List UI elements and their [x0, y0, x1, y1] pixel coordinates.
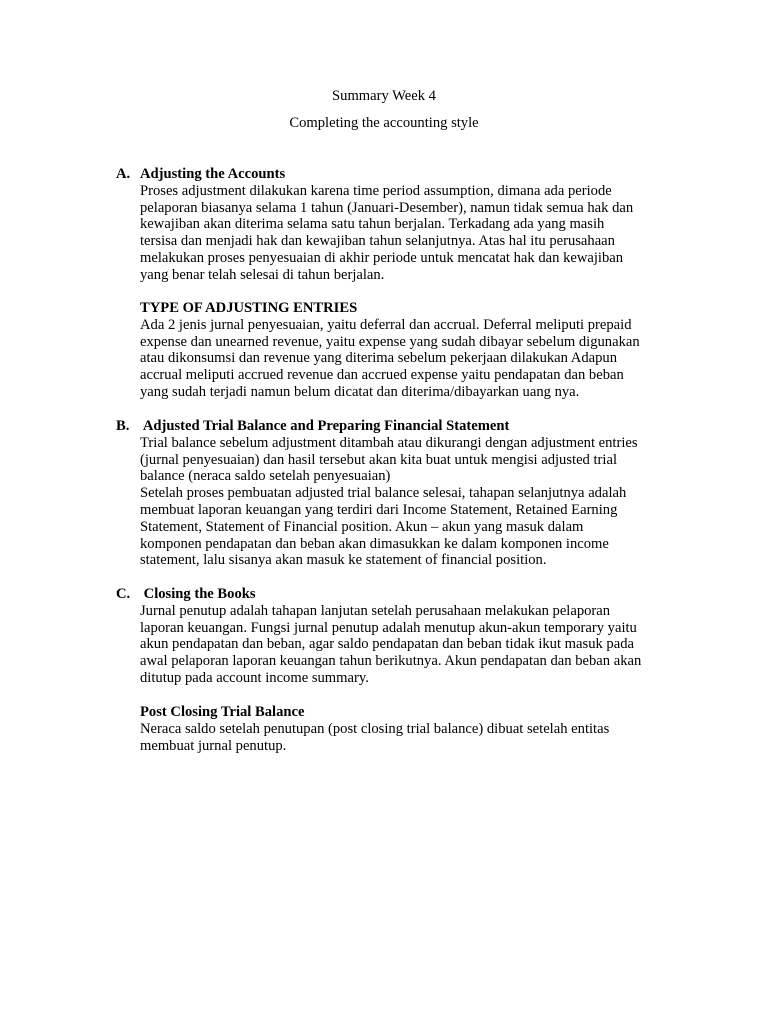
paragraph-line: komponen pendapatan dan beban akan dimasukkan ke dalam komponen income — [140, 535, 609, 552]
paragraph-line: membuat jurnal penutup. — [140, 737, 287, 754]
section-b — [116, 418, 676, 569]
section-heading-text: Adjusted Trial Balance and Preparing Financial Statement — [140, 418, 510, 434]
section-c — [116, 586, 676, 687]
paragraph-line: Proses adjustment dilakukan karena time period assumption, dimana ada periode — [140, 182, 612, 199]
paragraph-line: awal pelaporan laporan keuangan tahun berikutnya. Akun pendapatan dan beban akan — [140, 653, 642, 670]
subsection-body — [140, 317, 676, 401]
paragraph-line: accrual meliputi accrued revenue dan accrued expense yaitu pendapatan dan beban — [140, 367, 624, 384]
subsection-body — [140, 721, 676, 755]
section-marker: C. — [116, 586, 131, 602]
section-heading — [116, 586, 676, 603]
paragraph-line: laporan keuangan. Fungsi jurnal penutup adalah menutup akun-akun temporary yaitu — [140, 619, 637, 636]
paragraph-line: atau dikonsumsi dan revenue yang diterima sebelum pekerjaan dilakukan Adapun — [140, 350, 617, 367]
paragraph-line: Jurnal penutup adalah tahapan lanjutan setelah perusahaan melakukan pelaporan — [140, 602, 611, 619]
paragraph-line: balance (neraca saldo setelah penyesuaian) — [140, 468, 391, 485]
paragraph-line: yang sudah terjadi namun belum dicatat dan diterima/dibayarkan uang nya. — [140, 383, 580, 400]
section-body — [140, 603, 676, 687]
section-heading — [116, 418, 676, 435]
paragraph-line: Setelah proses pembuatan adjusted trial balance selesai, tahapan selanjutnya adalah — [140, 485, 627, 502]
section-a — [116, 166, 676, 284]
section-heading-text: Closing the Books — [140, 586, 256, 602]
paragraph-line: ditutup pada account income summary. — [140, 669, 369, 686]
paragraph-line: kewajiban akan diterima selama satu tahun berjalan. Terkadang ada yang masih — [140, 216, 605, 233]
paragraph-line: statement, lalu sisanya akan masuk ke statement of financial position. — [140, 552, 547, 569]
subsection-post-closing — [116, 704, 676, 754]
paragraph-line: Neraca saldo setelah penutupan (post closing trial balance) dibuat setelah entitas — [140, 720, 610, 737]
paragraph-line: Trial balance sebelum adjustment ditambah atau dikurangi dengan adjustment entries — [140, 434, 638, 451]
paragraph-line: (jurnal penyesuaian) dan hasil tersebut akan kita buat untuk mengisi adjusted trial — [140, 451, 617, 468]
paragraph-line: melakukan proses penyesuaian di akhir periode untuk mencatat hak dan kewajiban — [140, 249, 624, 266]
section-marker: A. — [116, 166, 131, 182]
paragraph-line: expense dan unearned revenue, yaitu expense yang sudah dibayar sebelum digunakan — [140, 333, 640, 350]
section-heading-text: Adjusting the Accounts — [140, 166, 286, 182]
paragraph-line: yang benar telah selesai di tahun berjalan. — [140, 266, 385, 283]
document-title: Summary Week 4 — [332, 88, 436, 104]
section-heading — [116, 166, 676, 183]
paragraph-line: akun pendapatan dan beban, agar saldo pendapatan dan beban tidak ikut masuk pada — [140, 636, 634, 653]
subsection-adjusting-entries — [116, 300, 676, 401]
subsection-heading: Post Closing Trial Balance — [140, 704, 305, 720]
paragraph-line: Statement, Statement of Financial position. Akun – akun yang masuk dalam — [140, 518, 584, 535]
section-body — [140, 435, 676, 569]
paragraph-line: pelaporan biasanya selama 1 tahun (Januari-Desember), namun tidak semua hak dan — [140, 199, 634, 216]
paragraph-line: Ada 2 jenis jurnal penyesuaian, yaitu deferral dan accrual. Deferral meliputi prepaid — [140, 316, 632, 333]
section-marker: B. — [116, 418, 130, 434]
document-subtitle: Completing the accounting style — [289, 115, 479, 131]
paragraph-line: tersisa dan menjadi hak dan kewajiban tahun selanjutnya. Atas hal itu perusahaan — [140, 233, 615, 250]
subsection-heading: TYPE OF ADJUSTING ENTRIES — [140, 300, 358, 316]
section-body — [140, 183, 676, 284]
paragraph-line: membuat laporan keuangan yang terdiri dari Income Statement, Retained Earning — [140, 501, 618, 518]
